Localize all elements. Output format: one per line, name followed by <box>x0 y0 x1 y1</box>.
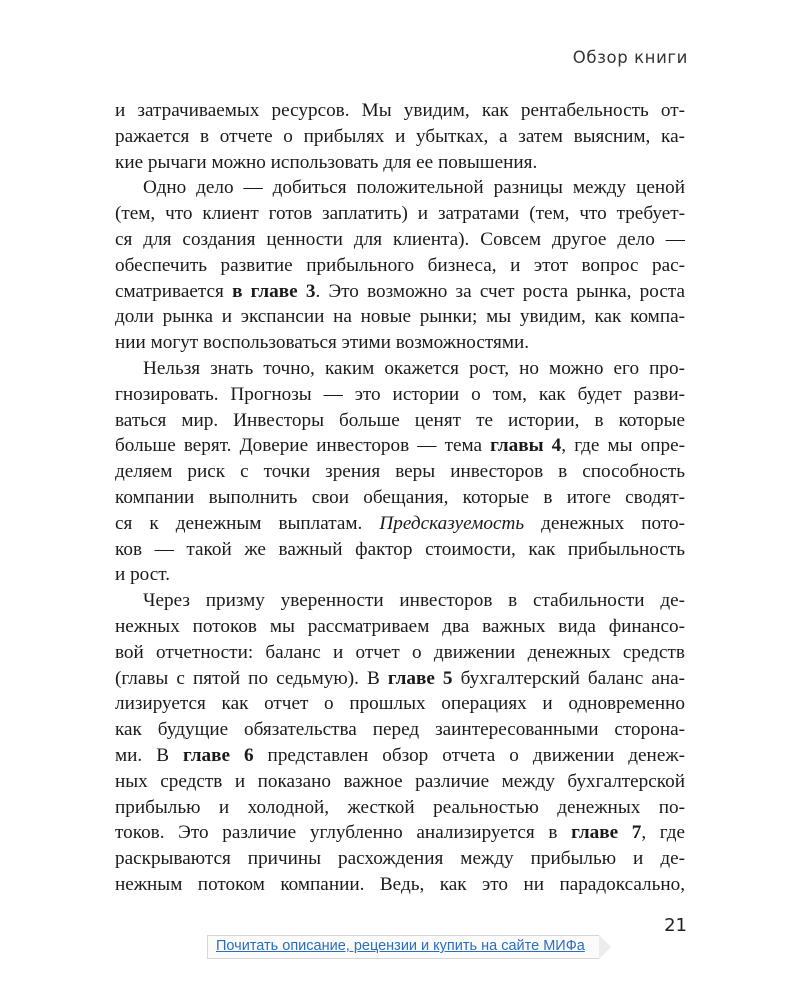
page-number: 21 <box>664 915 687 936</box>
text-line: кие рычаги можно использовать для ее повышения. <box>115 151 538 173</box>
text-line: Нельзя знать точно, каким окажется рост, но можно его про- <box>143 357 685 379</box>
text-line: деляем риск с точки зрения веры инвесторов в способность <box>115 461 685 483</box>
body-text <box>115 98 685 898</box>
text-line: и затрачиваемых ресурсов. Мы увидим, как рентабельность от- <box>115 100 685 121</box>
text-line: больше верят. Доверие инвесторов — тема главы 4, где мы опре- <box>115 435 685 457</box>
chapter-ref: в главе 3 <box>232 280 316 302</box>
text-line: ми. В главе 6 представлен обзор отчета о движении денеж- <box>115 744 685 766</box>
text-line: нии могут воспользоваться этими возможностями. <box>115 332 530 354</box>
buy-book-link[interactable]: Почитать описание, рецензии и купить на сайте МИФа <box>207 935 599 959</box>
chapter-ref: главы 4 <box>490 435 562 457</box>
emphasis: Предсказуемость <box>379 512 525 534</box>
text-line: обеспечить развитие прибыльного бизнеса, и этот вопрос рас- <box>115 254 685 276</box>
text-line: сматривается в главе 3. Это возможно за счет роста рынка, роста <box>115 280 685 302</box>
text-line: вой отчетности: баланс и отчет о движении денежных средств <box>115 641 685 663</box>
text-line: ражается в отчете о прибылях и убытках, а затем выясним, ка- <box>115 125 685 147</box>
text-line: ков — такой же важный фактор стоимости, как прибыльность <box>115 538 685 560</box>
text-line: как будущие обязательства перед заинтересованными сторона- <box>115 719 685 741</box>
text-line: ся для создания ценности для клиента). Совсем другое дело — <box>115 228 685 250</box>
text-line: лизируется как отчет о прошлых операциях и одновременно <box>115 693 685 715</box>
text-line: Одно дело — добиться положительной разницы между ценой <box>143 177 685 199</box>
text-line: ваться мир. Инвесторы больше ценят те истории, в которые <box>115 409 685 431</box>
chapter-ref: главе 5 <box>387 667 453 689</box>
text-line: (главы с пятой по седьмую). В главе 5 бухгалтерский баланс ана- <box>115 667 686 689</box>
text-line: прибылью и холодной, жесткой реальностью денежных по- <box>115 796 685 818</box>
text-line: компании выполнить свои обещания, которые в итоге сводят- <box>115 486 685 508</box>
text-line: и рост. <box>115 564 170 586</box>
text-line: нежным потоком компании. Ведь, как это ни парадоксально, <box>115 873 685 895</box>
text-line: гнозировать. Прогнозы — это истории о том, как будет разви- <box>115 383 685 405</box>
text-line: (тем, что клиент готов заплатить) и затратами (тем, что требует- <box>115 203 685 225</box>
running-header: Обзор книги <box>572 48 688 67</box>
chapter-ref: главе 7 <box>571 822 642 844</box>
text-line: доли рынка и экспансии на новые рынки; мы увидим, как компа- <box>115 306 685 328</box>
text-line: Через призму уверенности инвесторов в стабильности де- <box>143 590 685 612</box>
text-line: нежных потоков мы рассматриваем два важных вида финансо- <box>115 615 685 637</box>
text-line: ся к денежным выплатам. Предсказуемость денежных пото- <box>115 512 685 534</box>
text-line: ных средств и показано важное различие между бухгалтерской <box>115 770 685 792</box>
chapter-ref: главе 6 <box>183 744 254 766</box>
text-line: раскрываются причины расхождения между прибылью и де- <box>115 848 685 870</box>
text-line: токов. Это различие углубленно анализируется в главе 7, где <box>115 822 685 844</box>
